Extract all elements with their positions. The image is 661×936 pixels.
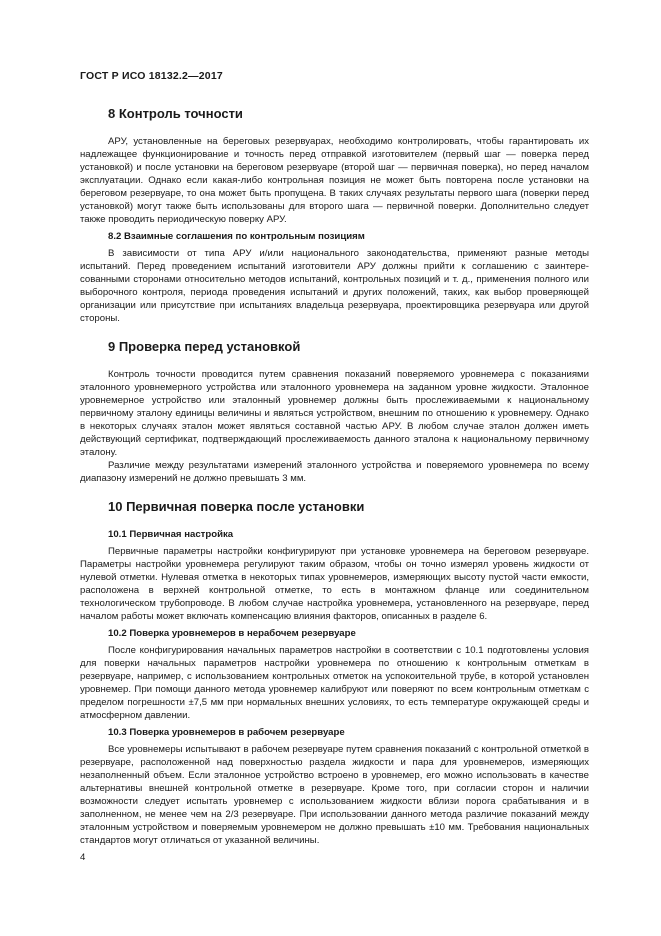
page-number: 4 — [80, 852, 86, 863]
subsection-10-3-title: 10.3 Поверка уровнемеров в рабочем резервуаре — [108, 727, 345, 738]
section-9-paragraph-1: Контроль точности проводится путем сравнения показаний поверяемого уровнемера с показаниями эталонного уровнемерного устройства или эталонного уровнемера на заданном уровне жидкости. Эталонное уровнемерное устройство или эталонный уровнемер должны быть прослеживаемыми к национальному первичному эталону единицы величины и являться устройством, внешним по отношению к уровнемеру. Однако в некоторых случаях эталон может являться составной частью АРУ. В любом случае эталон должен иметь действующий сертификат, подтверждающий прослеживаемость данного эталона к национальному первичному эталону. — [80, 369, 589, 458]
subsection-10-2-paragraph: После конфигурирования начальных параметров настройки в соответствии с 10.1 подготовлены условия для поверки начальных параметров настройки уровнемера по отношению к контрольным отметкам в резервуаре, например, с использованием контрольных отметок на успокоительной трубе, в которой установлен уровнемер. При помощи данного метода уровнемер калибруют или поверяют по всем контрольным отметкам с пределом погрешности ±7,5 мм при нормальных внешних условиях, то есть температуре окружающей среды и атмосферном давлении. — [80, 645, 589, 721]
section-10-title: 10 Первичная поверка после установки — [108, 499, 365, 514]
section-9-title: 9 Проверка перед установкой — [108, 339, 301, 354]
section-8-paragraph: АРУ, установленные на береговых резервуарах, необходимо контролировать, чтобы гарантировать их надлежащее функционирование и точность перед отправкой изготовителем (первый шаг — поверка перед установкой) и после установки на береговом резервуаре (второй шаг — первичная поверка), но перед началом эксплуатации. Однако если какая-либо контрольная позиция не может быть повторена после установки на береговом резервуаре, то она может быть пропущена. В таких случаях результаты первого шага (поверки перед установкой) могут также быть использованы для второго шага — первичной поверки. Дополнительно следует также проводить периодическую поверку АРУ. — [80, 136, 589, 225]
subsection-10-1-paragraph: Первичные параметры настройки конфигурируют при установке уровнемера на береговом резервуаре. Параметры настройки уровнемера регулируют таким образом, чтобы он точно измерял уровень жидкости от нулевой отметки. Нулевая отметка в некоторых типах уровнемеров, измеряющих высоту пустой части емкости, расположена в верхней контрольной отметке, то есть в монтажном фланце или соединительном технологическом трубопроводе. В любом случае настройка уровнемера, установленного на резервуаре, перед началом работы может включать компенсацию влияния факторов, описанных в разделе 6. — [80, 546, 589, 622]
subsection-8-2-title: 8.2 Взаимные соглашения по контрольным позициям — [108, 231, 365, 242]
page-body — [80, 92, 589, 847]
subsection-10-2-title: 10.2 Поверка уровнемеров в нерабочем резервуаре — [108, 628, 356, 639]
subsection-10-3-paragraph: Все уровнемеры испытывают в рабочем резервуаре путем сравнения показаний с контрольной отметкой в резервуаре, расположенной над поверхностью раздела жидкости и пара для уровнемеров, измеряющих незаполненный объем. Если эталонное устройство встроено в уровнемер, его можно использовать в качестве альтернативы внешней контрольной отметке в резервуаре. Кроме того, при согласии сторон и наличии возможности следует испытать уровнемер с использованием жидкости вблизи порога срабатывания и в заполненном, не менее чем на 2/3 резервуаре. При использовании данного метода различие показаний между эталонным устройством и поверяемым уровнемером не должно превышать ±10 мм. Требования национальных стандартов могут отличаться от указанной величины. — [80, 744, 589, 846]
subsection-10-1-title: 10.1 Первичная настройка — [108, 529, 234, 540]
standard-designation: ГОСТ Р ИСО 18132.2—2017 — [80, 70, 223, 82]
section-9-paragraph-2: Различие между результатами измерений эталонного устройства и поверяемого уровнемера по всему диапазону измерений не должно превышать 3 мм. — [80, 460, 589, 484]
subsection-8-2-paragraph: В зависимости от типа АРУ и/или национального законодательства, применяют разные методы испытаний. Перед проведением испытаний изготовители АРУ должны прийти к соглашению с заинтересованными сторонами относительно методов испытаний, контрольных позиций и т. д., применения полного или выборочного контроля, периода проведения испытаний и других положений, таких, как выбор проверяющей организации или присутствие при испытаниях владельца резервуара, проектировщика резервуара или другой стороны. — [80, 248, 589, 324]
section-8-title: 8 Контроль точности — [108, 106, 243, 121]
